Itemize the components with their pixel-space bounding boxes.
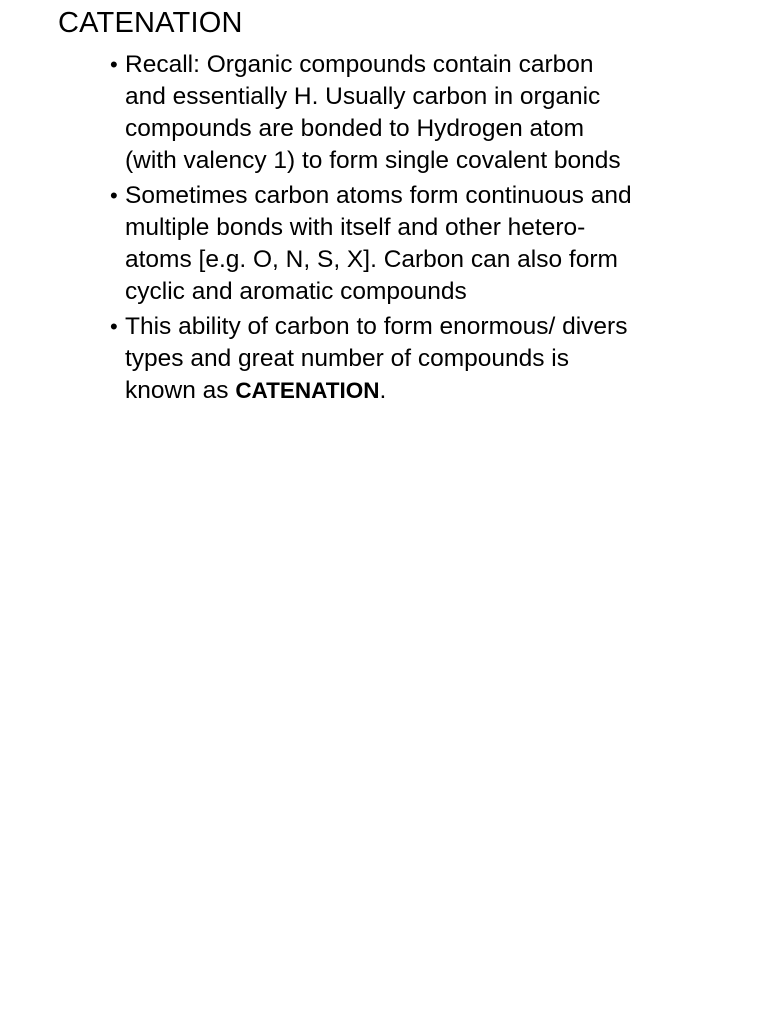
bullet-text-after: . <box>379 377 387 404</box>
bullet-item-multiple-bonds <box>0 180 635 308</box>
bullet-text: Sometimes carbon atoms form continuous and multiple bonds with itself and other hetero-atoms [e.g. O, N, S, X]. Carbon can also form cyclic and aromatic compounds <box>125 182 632 305</box>
bullet-text: Recall: Organic compounds contain carbon and essentially H. Usually carbon in organic compounds are bonded to Hydrogen atom (with valency 1) to form single covalent bonds <box>125 51 621 174</box>
bullet-item-recall <box>0 49 635 177</box>
bullet-text-before: This ability of carbon to form enormous/ divers types and great number of compounds is known as <box>125 313 628 404</box>
bullet-list <box>0 49 768 410</box>
catenation-term: CATENATION <box>235 378 380 403</box>
bullet-item-definition <box>0 311 635 407</box>
bullet-point-icon: • <box>110 183 118 208</box>
bullet-point-icon: • <box>110 52 118 77</box>
slide-title: CATENATION <box>58 7 243 39</box>
bullet-point-icon: • <box>110 314 118 339</box>
bullet-text <box>125 313 627 404</box>
